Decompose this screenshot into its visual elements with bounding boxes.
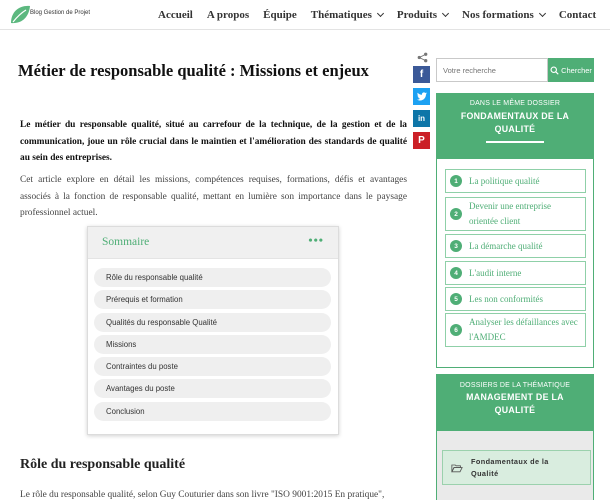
- item-number: 6: [450, 324, 462, 336]
- dossier-title-line1: FONDAMENTAUX DE LA: [460, 111, 570, 121]
- toc-item[interactable]: Qualités du responsable Qualité: [94, 313, 331, 332]
- share-icon: [417, 52, 428, 63]
- toc-item[interactable]: Contraintes du poste: [94, 357, 331, 376]
- toc-item[interactable]: Avantages du poste: [94, 379, 331, 398]
- theme-header: [436, 374, 594, 416]
- logo-text[interactable]: Blog Gestion de Projet: [30, 10, 91, 16]
- divider: [486, 141, 544, 143]
- item-number: 3: [450, 240, 462, 252]
- dossier-item-label: La politique qualité: [469, 175, 540, 186]
- nav-item-nos-formations[interactable]: [462, 9, 545, 21]
- toc-list: [94, 268, 331, 424]
- dossier-item[interactable]: [445, 313, 586, 347]
- nav-item-equipe[interactable]: [263, 9, 297, 21]
- nav-label: A propos: [206, 9, 250, 21]
- nav-label: Accueil: [158, 9, 193, 21]
- more-options-icon[interactable]: •••: [308, 233, 324, 247]
- toc-item[interactable]: Conclusion: [94, 402, 331, 421]
- linkedin-icon: in: [417, 114, 426, 123]
- theme-subtitle: DOSSIERS DE LA THÉMATIQUE: [459, 382, 571, 389]
- chevron-down-icon: [377, 10, 384, 17]
- nav-item-thematiques[interactable]: [311, 9, 383, 21]
- toc-item[interactable]: Rôle du responsable qualité: [94, 268, 331, 287]
- item-number: 2: [450, 208, 462, 220]
- pinterest-icon: P: [418, 135, 425, 146]
- theme-title-line1: MANAGEMENT DE LA: [466, 392, 564, 402]
- facebook-icon: f: [419, 69, 424, 80]
- table-of-contents: [87, 226, 339, 435]
- search-button-label: Chercher: [561, 65, 592, 75]
- dossier-item-label: L'audit interne: [469, 267, 522, 278]
- nav-label: Contact: [558, 9, 597, 21]
- nav-label: Nos formations: [462, 9, 534, 21]
- theme-item[interactable]: [442, 450, 591, 485]
- dossier-item[interactable]: [445, 287, 586, 311]
- nav-label: Produits: [396, 9, 438, 21]
- dossier-item-label: Devenir une entreprise orientée client: [469, 201, 551, 226]
- facebook-share-button[interactable]: [413, 66, 430, 83]
- nav-item-accueil[interactable]: [158, 9, 193, 21]
- nav-label: Thématiques: [310, 9, 372, 21]
- dossier-subtitle: DANS LE MÊME DOSSIER: [469, 100, 561, 107]
- folder-open-icon: [451, 463, 463, 473]
- dossier-title-line2: QUALITÉ: [494, 123, 536, 134]
- section-text: Le rôle du responsable qualité, selon Guy Couturier dans son livre "ISO 9001:2015 En pratique",: [20, 490, 385, 500]
- theme-item-label: Fondamentaux de la Qualité: [471, 457, 549, 478]
- dossier-item[interactable]: [445, 169, 586, 193]
- dossier-panel: [436, 93, 594, 368]
- share-count: [413, 48, 431, 66]
- main-nav: [158, 0, 610, 30]
- article-intro: Le métier du responsable qualité, situé au carrefour de la technique, de la gestion et de la communication, joue un rôle crucial dans le maintien et l'amélioration des standards de qualité au sein des entreprises.: [20, 120, 407, 163]
- dossier-item-label: Analyser les défaillances avec l'AMDEC: [469, 317, 578, 342]
- nav-item-contact[interactable]: [559, 9, 596, 21]
- theme-title-line2: QUALITÉ: [494, 404, 536, 415]
- theme-list: [437, 431, 593, 500]
- leaf-logo-icon[interactable]: [8, 3, 32, 27]
- toc-header: [88, 227, 338, 259]
- dossier-item-label: La démarche qualité: [469, 240, 543, 251]
- dossier-list: [437, 159, 593, 367]
- nav-item-produits[interactable]: [397, 9, 448, 21]
- item-number: 4: [450, 267, 462, 279]
- dossier-item[interactable]: [445, 234, 586, 258]
- toc-item[interactable]: Missions: [94, 335, 331, 354]
- nav-label: Équipe: [263, 9, 297, 21]
- item-number: 1: [450, 175, 462, 187]
- theme-panel: [436, 374, 594, 500]
- chevron-down-icon: [442, 10, 449, 17]
- article-paragraph: Cet article explore en détail les missions, compétences requises, formations, défis et avantages associés à la fonction de responsable qualité, mettant en lumière son importance dans le paysage professionnel actuel.: [20, 175, 407, 218]
- twitter-icon: [417, 92, 427, 101]
- chevron-down-icon: [539, 10, 546, 17]
- search-icon: [550, 66, 559, 75]
- dossier-header: [436, 93, 594, 143]
- nav-item-a-propos[interactable]: [207, 9, 249, 21]
- linkedin-share-button[interactable]: [413, 110, 430, 127]
- twitter-share-button[interactable]: [413, 88, 430, 105]
- section-heading: Rôle du responsable qualité: [20, 457, 186, 472]
- item-number: 5: [450, 293, 462, 305]
- dossier-item-label: Les non conformités: [469, 293, 543, 304]
- toc-item[interactable]: Prérequis et formation: [94, 290, 331, 309]
- toc-title: Sommaire: [102, 236, 150, 248]
- share-bar: [413, 48, 431, 154]
- page-title: Métier de responsable qualité : Missions et enjeux: [18, 61, 369, 80]
- site-header: [0, 0, 610, 30]
- dossier-item[interactable]: [445, 197, 586, 231]
- search-input[interactable]: [436, 58, 548, 82]
- dossier-item[interactable]: [445, 261, 586, 285]
- search-button[interactable]: [548, 58, 594, 82]
- pinterest-share-button[interactable]: [413, 132, 430, 149]
